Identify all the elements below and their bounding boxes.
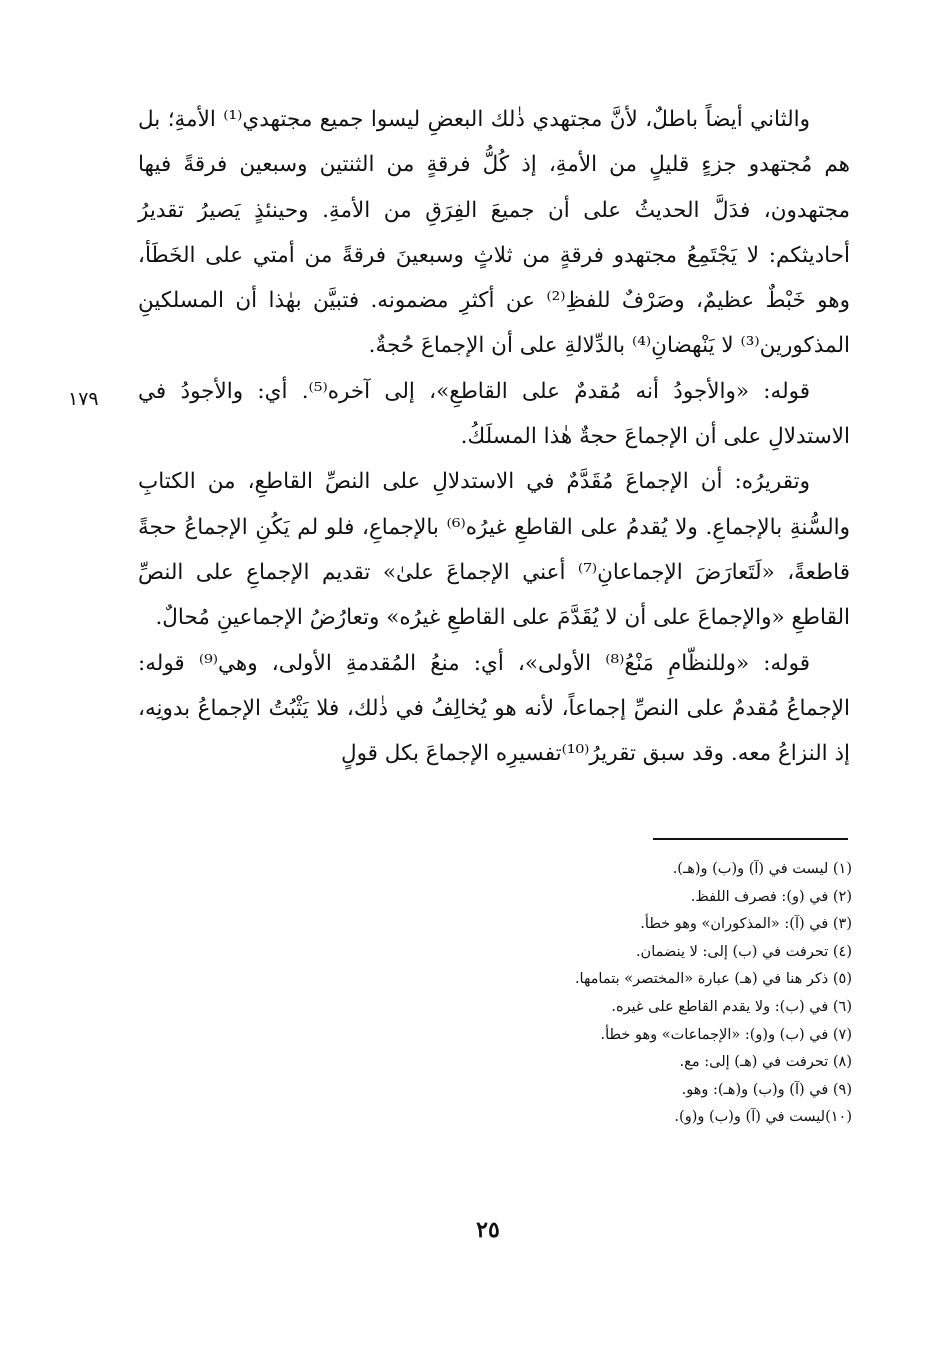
footnote-3: (٣) في (آ): «المذكوران» وهو خطأ. xyxy=(640,916,852,933)
paragraph-4: قوله: «وللنظّامِ مَنْعُ⁽⁸⁾ الأولى»، أي: منعُ المُقدمةِ الأولى، وهي⁽⁹⁾ قوله: الإجماعُ مُقدمٌ على النصِّ إجماعاً، لأنه هو يُخالِفُ في ذٰلك، فلا يَثْبُتُ الإجماعُ بدونِه، إذ النزاعُ معه. وقد سبق تقريرُ⁽¹⁰⁾تفسيرِه الإجماعَ بكل قولٍ xyxy=(138,650,850,767)
footnote-9: (٩) في (آ) و(ب) و(هـ): وهو. xyxy=(681,1081,852,1098)
footnote-6: (٦) في (ب): ولا يقدم القاطع على غيره. xyxy=(611,998,852,1015)
footnote-5: (٥) ذكر هنا في (هـ) عبارة «المختصر» بتمامها. xyxy=(574,971,852,988)
footnote-4: (٤) تحرفت في (ب) إلى: لا ينضمان. xyxy=(635,943,852,960)
paragraph-2: قوله: «والأجودُ أنه مُقدمٌ على القاطعِ»، إلى آخره⁽⁵⁾. أي: والأجودُ في الاستدلالِ على أن الإجماعَ حجةٌ هٰذا المسلَكُ. xyxy=(138,378,850,450)
footnote-2: (٢) في (و): فصرف اللفظ. xyxy=(690,888,852,905)
footnote-separator xyxy=(653,838,848,840)
footnote-10: (١٠)ليست في (آ) و(ب) و(و). xyxy=(674,1109,852,1126)
paragraph-3: وتقريرُه: أن الإجماعَ مُقَدَّمٌ في الاستدلالِ على النصِّ القاطعِ، من الكتابِ والسُّنةِ بالإجماعِ. ولا يُقدمُ على القاطعِ غيرُه⁽⁶⁾ بالإجماعِ، فلو لم يَكُنِ الإجماعُ حجةً قاطعةً، «لَتَعارَضَ الإجماعانِ⁽⁷⁾ أعني الإجماعَ علىٰ» تقديم الإجماعِ على النصِّ القاطعِ «والإجماعَ على أن لا يُقَدَّمَ على القاطعِ غيرُه» وتعارُضُ الإجماعينِ مُحالٌ. xyxy=(138,469,850,631)
footnote-7: (٧) في (ب) و(و): «الإجماعات» وهو خطأ. xyxy=(600,1026,852,1043)
main-text xyxy=(138,97,850,776)
margin-reference-number: ١٧٩ xyxy=(68,388,99,410)
footnote-8: (٨) تحرفت في (هـ) إلى: مع. xyxy=(679,1054,852,1071)
paragraph-1: والثاني أيضاً باطلٌ، لأنَّ مجتهدي ذٰلك البعضِ ليسوا جميع مجتهدي⁽¹⁾ الأمةِ؛ بل هم مُجتهدو جزءٍ قليلٍ من الأمةِ، إذ كُلُّ فرقةٍ من الثنتين وسبعين فرقةً فيها مجتهدون، فدَلَّ الحديثُ على أن جميعَ الفِرَقِ من الأمةِ. وحينئذٍ يَصيرُ تقديرُ أحاديثكم: لا يَجْتَمِعُ مجتهدو فرقةٍ من ثلاثٍ وسبعينَ فرقةً من أمتي على الخَطَأ، وهو خَبْطٌ عظيمٌ، وصَرْفٌ للفظِ⁽²⁾ عن أكثرِ مضمونه. فتبيَّن بهٰذا أن المسلكينِ المذكورين⁽³⁾ لا يَنْهضانِ⁽⁴⁾ بالدِّلالةِ على أن الإجماعَ حُجةٌ. xyxy=(138,107,851,359)
footnotes xyxy=(460,856,852,1132)
page-number: ٢٥ xyxy=(476,1217,500,1243)
footnote-1: (١) ليست في (آ) و(ب) و(هـ). xyxy=(672,861,852,877)
